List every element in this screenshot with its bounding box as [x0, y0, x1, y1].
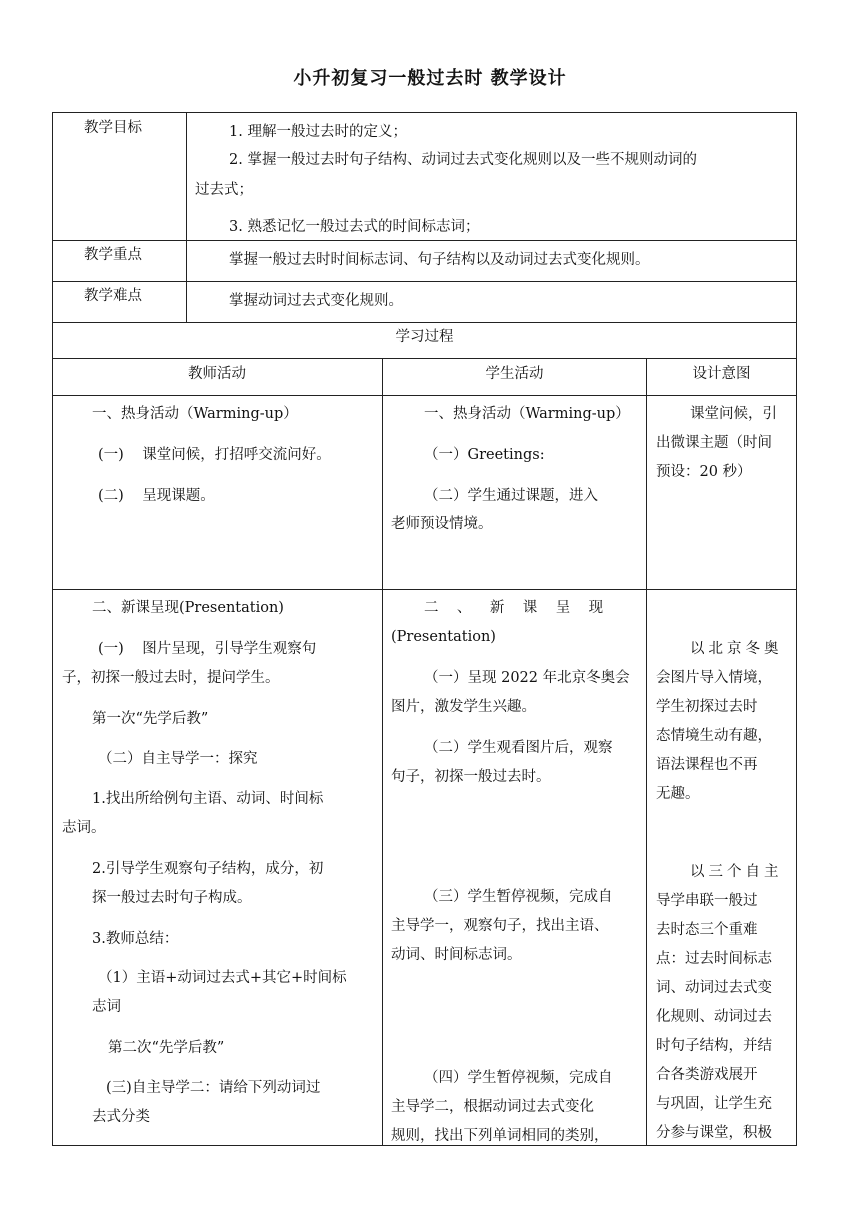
presentation-teacher-line-2: 子，初探一般过去时，提问学生。	[62, 670, 280, 686]
presentation-intent-line-4: 态情境生动有趣，	[656, 728, 772, 744]
warmup-student-heading: 一、热身活动（Warming-up）	[424, 406, 630, 422]
key-points-text: 掌握一般过去时时间标志词、句子结构以及动词过去式变化规则。	[229, 252, 650, 268]
presentation-teacher-line-7: 2.引导学生观察句子结构，成分，初	[92, 861, 324, 877]
warmup-teacher-item-2: (二) 呈现课题。	[98, 488, 215, 504]
process-header: 学习过程	[395, 329, 454, 345]
presentation-intent-line-14: 合各类游戏展开	[656, 1067, 758, 1083]
presentation-student-line-10: 规则，找出下列单词相同的类别，	[391, 1128, 609, 1144]
presentation-student-line-9: 主导学二，根据动词过去式变化	[391, 1099, 594, 1115]
objective-item-3: 3. 熟悉记忆一般过去式的时间标志词；	[229, 219, 480, 235]
presentation-teacher-line-8: 探一般过去时句子构成。	[92, 890, 252, 906]
presentation-student-line-6: 主导学一，观察句子，找出主语、	[391, 918, 609, 934]
presentation-intent-line-1: 以北京冬奥	[690, 641, 783, 657]
presentation-teacher-line-4: （二）自主导学一：探究	[98, 751, 258, 767]
presentation-student-line-7: 动词、时间标志词。	[391, 947, 522, 963]
difficulties-label: 教学难点	[84, 288, 142, 304]
document-title: 小升初复习一般过去时 教学设计	[293, 68, 567, 89]
column-header-intent: 设计意图	[692, 366, 751, 382]
presentation-intent-line-16: 分参与课堂，积极	[656, 1125, 772, 1141]
warmup-teacher-heading: 一、热身活动（Warming-up）	[92, 406, 298, 422]
presentation-student-line-3: （二）学生观看图片后，观察	[424, 740, 613, 756]
presentation-student-line-8: （四）学生暂停视频，完成自	[424, 1070, 613, 1086]
warmup-student-item-2-line-2: 老师预设情境。	[391, 516, 493, 532]
presentation-intent-line-6: 无趣。	[656, 786, 700, 802]
warmup-intent-line-3: 预设：20 秒）	[656, 464, 752, 480]
presentation-student-line-2: 图片，激发学生兴趣。	[391, 699, 536, 715]
presentation-teacher-line-11: 志词	[92, 999, 121, 1015]
presentation-intent-line-5: 语法课程也不再	[656, 757, 758, 773]
presentation-teacher-line-5: 1.找出所给例句主语、动词、时间标	[92, 791, 324, 807]
warmup-teacher-item-1: (一) 课堂问候，打招呼交流问好。	[98, 447, 331, 463]
presentation-intent-line-9: 去时态三个重难	[656, 922, 758, 938]
presentation-student-line-5: （三）学生暂停视频，完成自	[424, 889, 613, 905]
presentation-teacher-heading: 二、新课呈现(Presentation)	[92, 600, 284, 616]
warmup-intent-line-1: 课堂问候，引	[690, 406, 777, 422]
warmup-student-item-1: （一）Greetings:	[424, 447, 545, 463]
presentation-teacher-line-12: 第二次“先学后教”	[108, 1040, 225, 1056]
objectives-label: 教学目标	[84, 120, 142, 136]
warmup-intent-line-2: 出微课主题（时间	[656, 435, 772, 451]
presentation-intent-line-11: 词、动词过去式变	[656, 980, 772, 996]
presentation-intent-line-2: 会图片导入情境，	[656, 670, 772, 686]
objective-item-2-line-1: 2. 掌握一般过去时句子结构、动词过去式变化规则以及一些不规则动词的	[229, 152, 697, 168]
presentation-teacher-line-1: (一) 图片呈现，引导学生观察句	[98, 641, 317, 657]
column-header-student: 学生活动	[485, 366, 544, 382]
presentation-intent-line-7: 以三个自主	[690, 864, 783, 880]
presentation-student-heading-line-2: (Presentation)	[391, 629, 496, 645]
presentation-intent-line-15: 与巩固，让学生充	[656, 1096, 772, 1112]
key-points-label: 教学重点	[84, 247, 142, 263]
presentation-teacher-line-10: （1）主语+动词过去式+其它+时间标	[98, 970, 347, 986]
presentation-teacher-line-3: 第一次“先学后教”	[92, 711, 209, 727]
presentation-intent-line-3: 学生初探过去时	[656, 699, 758, 715]
presentation-student-line-4: 句子，初探一般过去时。	[391, 769, 551, 785]
column-header-teacher: 教师活动	[188, 366, 246, 382]
presentation-intent-line-8: 导学串联一般过	[656, 893, 758, 909]
presentation-intent-line-13: 时句子结构，并结	[656, 1038, 772, 1054]
presentation-teacher-line-9: 3.教师总结：	[92, 931, 179, 947]
presentation-student-heading-line-1: 二 、 新 课 呈 现	[424, 600, 604, 616]
presentation-teacher-line-6: 志词。	[62, 820, 106, 836]
objective-item-2-line-2: 过去式；	[195, 182, 253, 198]
presentation-student-line-1: （一）呈现 2022 年北京冬奥会	[424, 670, 630, 686]
objective-item-1: 1. 理解一般过去时的定义；	[229, 124, 407, 140]
presentation-intent-line-12: 化规则、动词过去	[656, 1009, 772, 1025]
warmup-student-item-2-line-1: （二）学生通过课题，进入	[424, 488, 598, 504]
presentation-intent-line-10: 点：过去时间标志	[656, 951, 772, 967]
presentation-teacher-line-13: (三)自主导学二：请给下列动词过	[106, 1080, 321, 1096]
difficulties-text: 掌握动词过去式变化规则。	[229, 293, 403, 309]
presentation-teacher-line-14: 去式分类	[92, 1109, 150, 1125]
